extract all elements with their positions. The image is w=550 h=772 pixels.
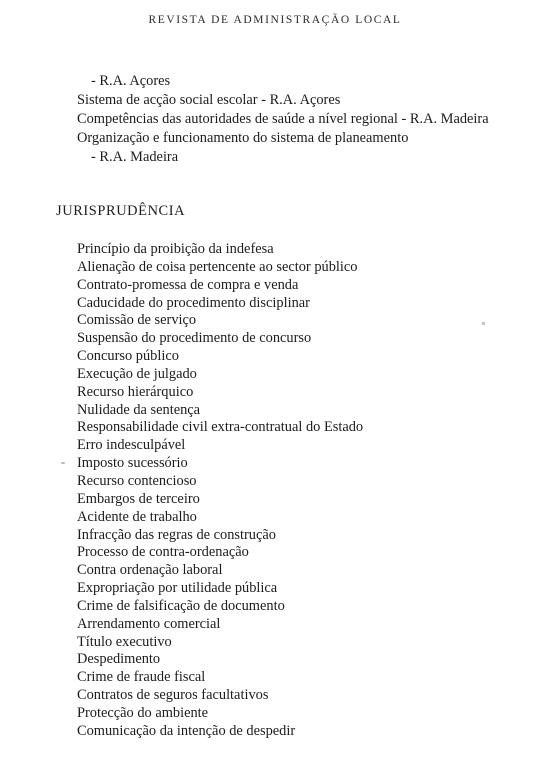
legislation-entry: - R.A. Açores	[91, 73, 171, 89]
jurisprudence-item: Crime de fraude fiscal	[77, 669, 206, 686]
jurisprudence-item: Recurso contencioso	[77, 472, 197, 489]
jurisprudence-item: Concurso público	[77, 348, 179, 365]
jurisprudence-item: Comissão de serviço	[77, 312, 197, 329]
running-header: REVISTA DE ADMINISTRAÇÃO LOCAL	[148, 14, 402, 26]
legislation-entry: Sistema de acção social escolar - R.A. Açores	[77, 92, 341, 108]
jurisprudence-item: Contra ordenação laboral	[77, 562, 223, 579]
legislation-entry: Competências das autoridades de saúde a nível regional - R.A. Madeira	[77, 111, 489, 127]
jurisprudence-list	[77, 241, 363, 741]
legislation-entry: Organização e funcionamento do sistema de planeamento	[77, 130, 409, 146]
jurisprudence-item: Recurso hierárquico	[77, 383, 194, 400]
section-heading-jurisprudence: JURISPRUDÊNCIA	[56, 203, 186, 219]
jurisprudence-item: Título executivo	[77, 633, 172, 650]
legislation-list-continuation	[77, 72, 517, 167]
jurisprudence-item: Protecção do ambiente	[77, 704, 209, 721]
jurisprudence-item: Contrato-promessa de compra e venda	[77, 276, 299, 293]
jurisprudence-item: Comunicação da intenção de despedir	[77, 722, 296, 739]
jurisprudence-item: Contratos de seguros facultativos	[77, 687, 269, 704]
jurisprudence-item: Infracção das regras de construção	[77, 526, 276, 543]
legislation-entry: - R.A. Madeira	[91, 149, 179, 165]
jurisprudence-item: Responsabilidade civil extra-contratual do Estado	[77, 419, 364, 436]
jurisprudence-item: Alienação de coisa pertencente ao sector público	[77, 258, 358, 275]
jurisprudence-item: Nulidade da sentença	[77, 401, 201, 418]
scan-speck	[482, 322, 485, 325]
jurisprudence-item: Execução de julgado	[77, 365, 197, 382]
jurisprudence-item: Expropriação por utilidade pública	[77, 580, 278, 597]
jurisprudence-item: Erro indesculpável	[77, 437, 186, 454]
jurisprudence-item: Despedimento	[77, 651, 161, 668]
jurisprudence-item: Imposto sucessório	[77, 455, 188, 472]
jurisprudence-item: Embargos de terceiro	[77, 490, 200, 507]
jurisprudence-item: Caducidade do procedimento disciplinar	[77, 294, 310, 311]
scan-speck	[61, 462, 65, 464]
jurisprudence-item: Princípio da proibição da indefesa	[77, 241, 274, 257]
jurisprudence-item: Suspensão do procedimento de concurso	[77, 330, 312, 347]
jurisprudence-item: Arrendamento comercial	[77, 615, 221, 632]
jurisprudence-item: Crime de falsificação de documento	[77, 597, 285, 614]
jurisprudence-item: Acidente de trabalho	[77, 508, 197, 525]
jurisprudence-item: Processo de contra-ordenação	[77, 544, 249, 561]
